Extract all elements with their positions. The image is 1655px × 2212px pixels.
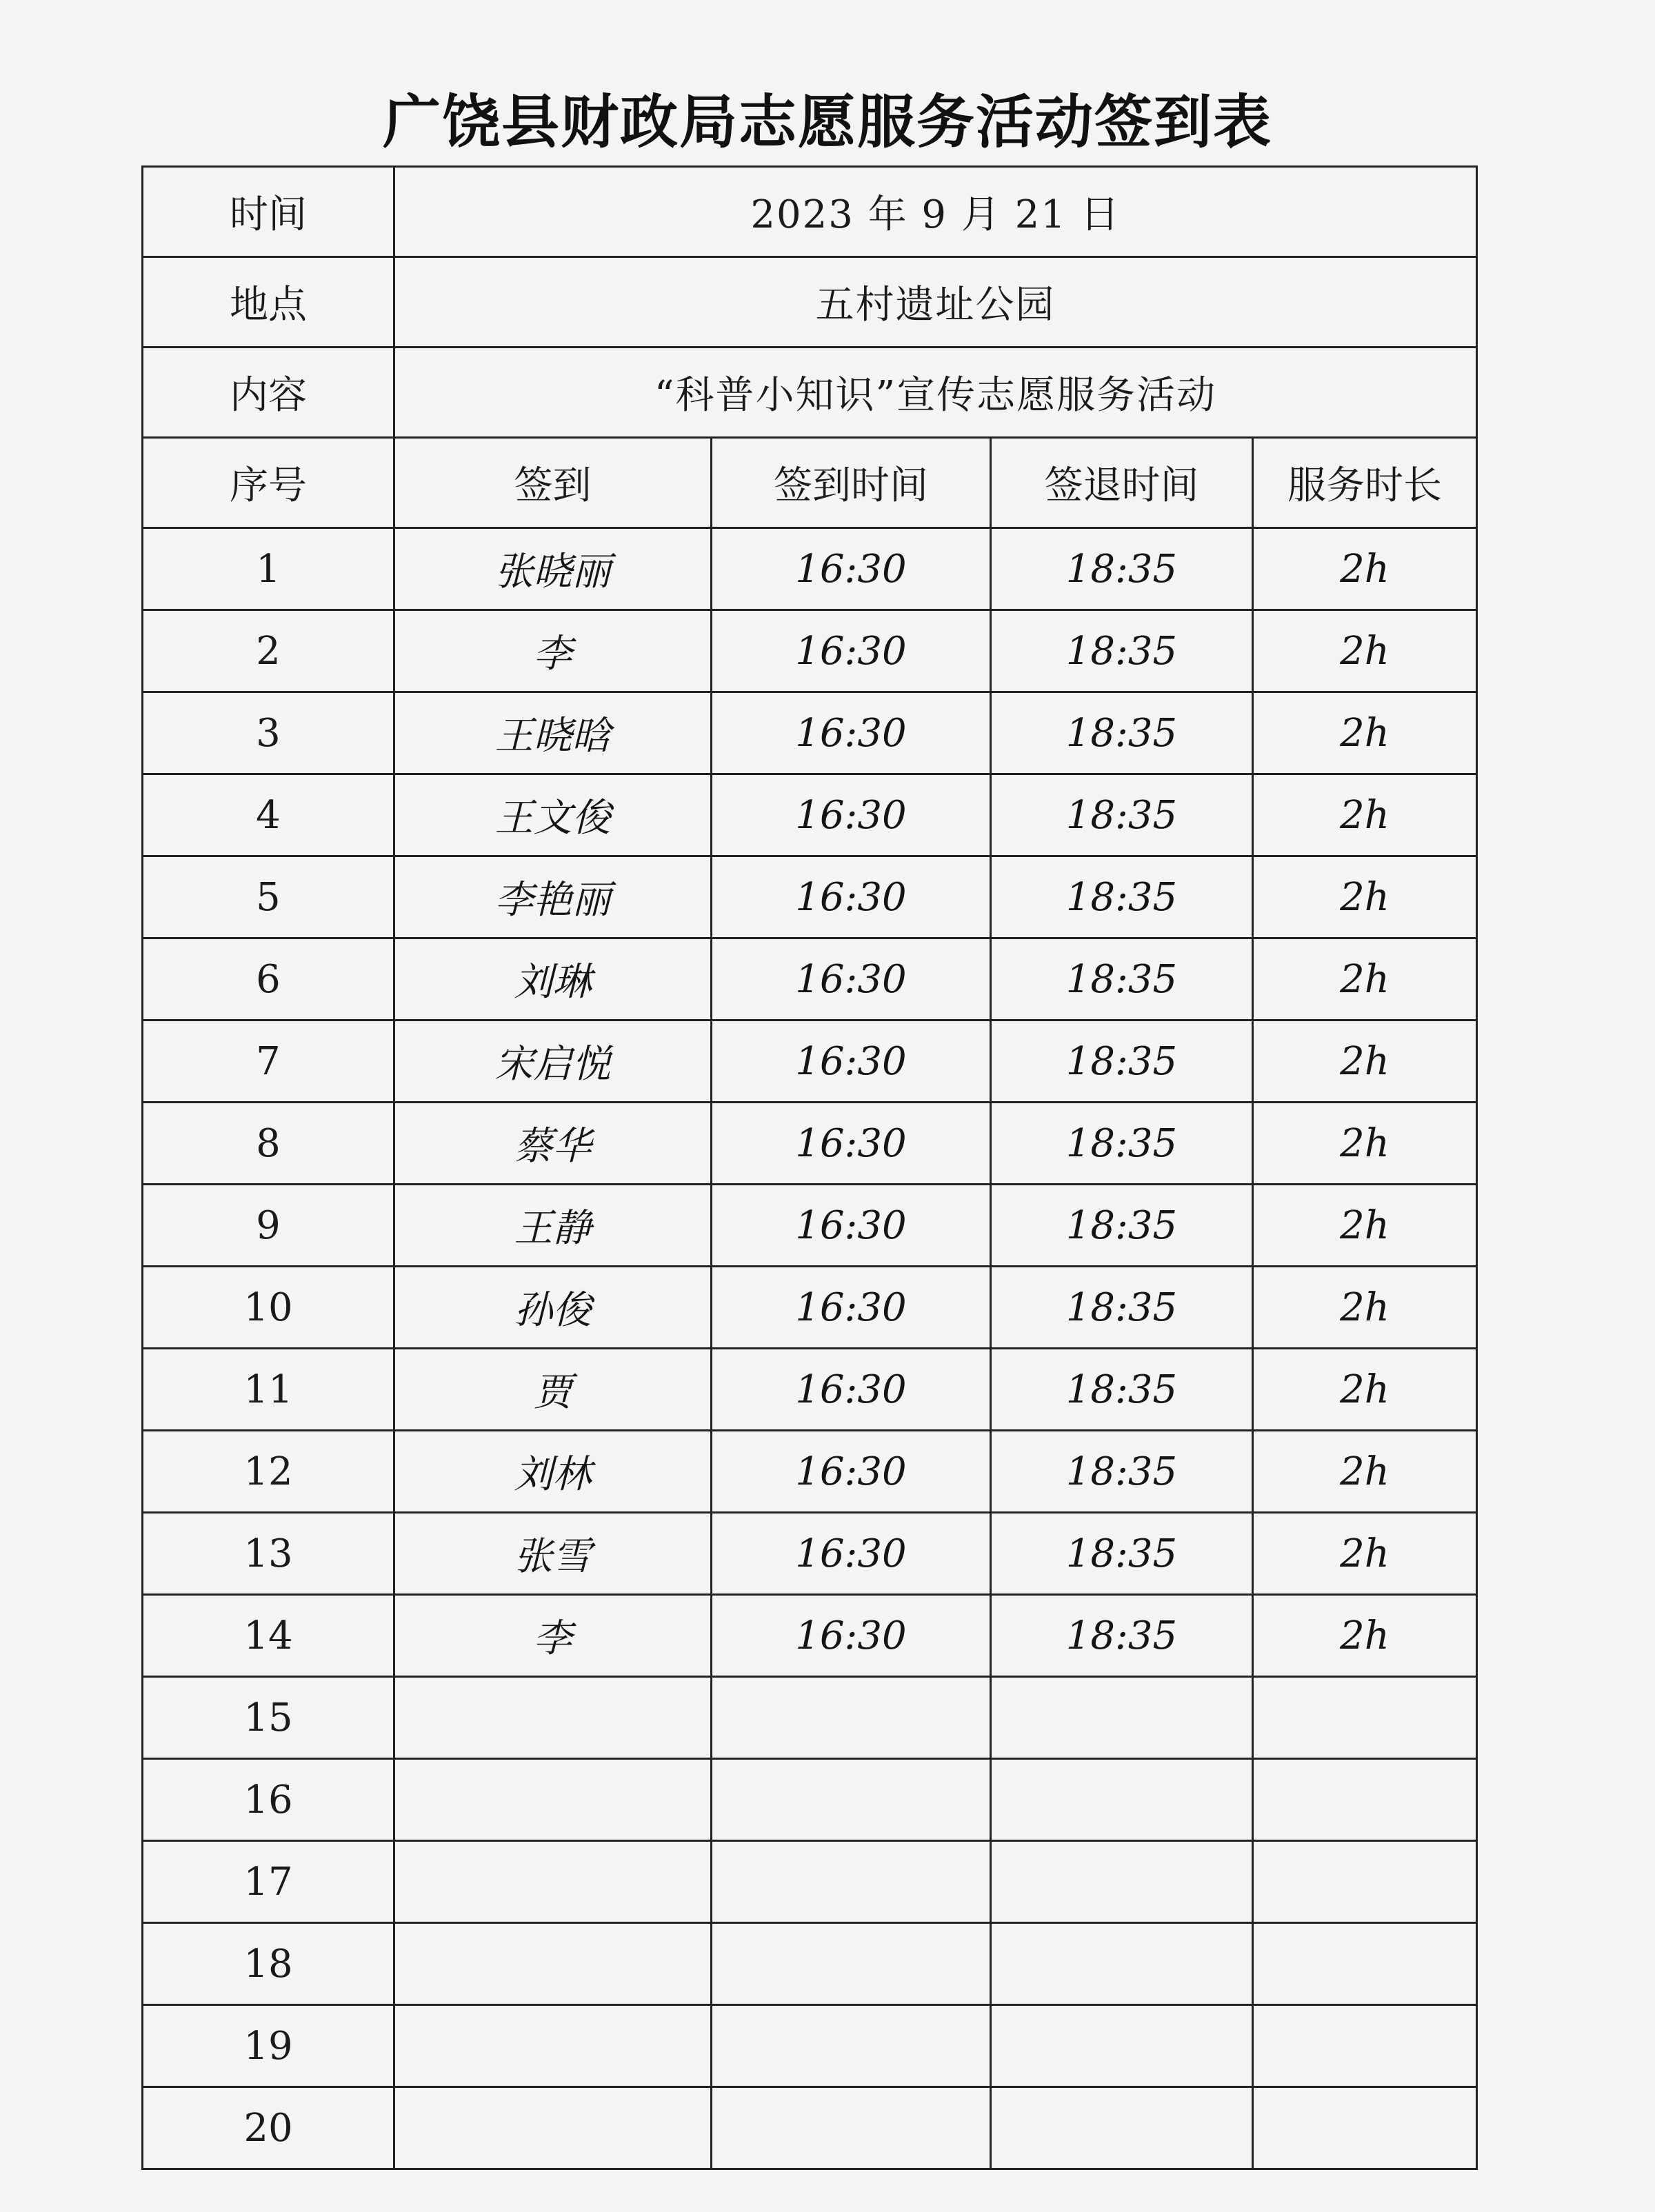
- checkout-time-cell: [991, 2087, 1253, 2169]
- checkin-time-cell: 16:30: [712, 1431, 991, 1513]
- checkin-time-cell: [712, 1923, 991, 2005]
- checkin-time-cell: [712, 1677, 991, 1759]
- duration-cell: 2h: [1253, 528, 1477, 610]
- duration-cell: 2h: [1253, 1349, 1477, 1431]
- checkout-time-cell: 18:35: [991, 856, 1253, 938]
- checkout-time-cell: 18:35: [991, 1020, 1253, 1103]
- info-row-time: [143, 167, 1477, 257]
- page-title: 广饶县财政局志愿服务活动签到表: [382, 88, 1272, 156]
- header-row: [143, 438, 1477, 528]
- table-row: [143, 1759, 1477, 1841]
- signature-cell: 刘林: [394, 1431, 712, 1513]
- checkout-time-cell: 18:35: [991, 938, 1253, 1020]
- checkout-time-cell: [991, 2005, 1253, 2087]
- checkin-time-cell: 16:30: [712, 692, 991, 774]
- checkout-time-cell: 18:35: [991, 1513, 1253, 1595]
- header-checkin: 签到时间: [712, 438, 991, 528]
- row-number: 13: [143, 1513, 394, 1595]
- signature-cell: [394, 1759, 712, 1841]
- signature-cell: [394, 1923, 712, 2005]
- checkin-time-cell: [712, 2005, 991, 2087]
- signature-cell: 宋启悦: [394, 1020, 712, 1103]
- row-number: 12: [143, 1431, 394, 1513]
- duration-cell: [1253, 2087, 1477, 2169]
- duration-cell: 2h: [1253, 774, 1477, 856]
- checkout-time-cell: 18:35: [991, 1431, 1253, 1513]
- checkin-time-cell: [712, 1841, 991, 1923]
- checkin-time-cell: 16:30: [712, 610, 991, 692]
- checkin-time-cell: 16:30: [712, 856, 991, 938]
- checkout-time-cell: 18:35: [991, 1349, 1253, 1431]
- signature-cell: 贾: [394, 1349, 712, 1431]
- duration-cell: 2h: [1253, 1595, 1477, 1677]
- table-row: [143, 2087, 1477, 2169]
- table-row: [143, 1431, 1477, 1513]
- info-row-place: [143, 257, 1477, 348]
- checkin-time-cell: 16:30: [712, 1185, 991, 1267]
- signature-cell: 张雪: [394, 1513, 712, 1595]
- checkout-time-cell: 18:35: [991, 528, 1253, 610]
- checkin-time-cell: 16:30: [712, 1595, 991, 1677]
- signature-cell: 蔡华: [394, 1103, 712, 1185]
- signature-cell: 李艳丽: [394, 856, 712, 938]
- header-no: 序号: [143, 438, 394, 528]
- header-checkout: 签退时间: [991, 438, 1253, 528]
- duration-cell: 2h: [1253, 1513, 1477, 1595]
- row-number: 3: [143, 692, 394, 774]
- signature-cell: [394, 1677, 712, 1759]
- table-row: [143, 692, 1477, 774]
- checkin-time-cell: 16:30: [712, 528, 991, 610]
- duration-cell: [1253, 1841, 1477, 1923]
- duration-cell: 2h: [1253, 938, 1477, 1020]
- signature-cell: 李: [394, 610, 712, 692]
- table-row: [143, 1841, 1477, 1923]
- duration-cell: 2h: [1253, 1103, 1477, 1185]
- row-number: 18: [143, 1923, 394, 2005]
- checkin-time-cell: 16:30: [712, 774, 991, 856]
- signature-cell: 孙俊: [394, 1267, 712, 1349]
- signature-cell: 王静: [394, 1185, 712, 1267]
- row-number: 2: [143, 610, 394, 692]
- checkin-time-cell: 16:30: [712, 1267, 991, 1349]
- checkout-time-cell: 18:35: [991, 774, 1253, 856]
- duration-cell: [1253, 2005, 1477, 2087]
- checkin-time-cell: 16:30: [712, 1020, 991, 1103]
- duration-cell: [1253, 1923, 1477, 2005]
- signature-cell: 李: [394, 1595, 712, 1677]
- table-row: [143, 938, 1477, 1020]
- table-row: [143, 1677, 1477, 1759]
- signature-cell: 张晓丽: [394, 528, 712, 610]
- table-row: [143, 1185, 1477, 1267]
- table-row: [143, 610, 1477, 692]
- table-row: [143, 528, 1477, 610]
- table-row: [143, 856, 1477, 938]
- row-number: 9: [143, 1185, 394, 1267]
- checkout-time-cell: 18:35: [991, 610, 1253, 692]
- table-row: [143, 774, 1477, 856]
- row-number: 6: [143, 938, 394, 1020]
- duration-cell: 2h: [1253, 1185, 1477, 1267]
- info-row-content: [143, 348, 1477, 438]
- row-number: 15: [143, 1677, 394, 1759]
- table-row: [143, 1349, 1477, 1431]
- duration-cell: [1253, 1677, 1477, 1759]
- checkin-time-cell: 16:30: [712, 938, 991, 1020]
- table-row: [143, 1103, 1477, 1185]
- checkout-time-cell: [991, 1841, 1253, 1923]
- duration-cell: 2h: [1253, 1267, 1477, 1349]
- checkin-time-cell: [712, 2087, 991, 2169]
- row-number: 17: [143, 1841, 394, 1923]
- row-number: 5: [143, 856, 394, 938]
- table-row: [143, 1595, 1477, 1677]
- checkout-time-cell: 18:35: [991, 1595, 1253, 1677]
- checkout-time-cell: [991, 1677, 1253, 1759]
- signature-cell: [394, 2087, 712, 2169]
- checkout-time-cell: [991, 1759, 1253, 1841]
- row-number: 8: [143, 1103, 394, 1185]
- time-value: 2023 年 9 月 21 日: [394, 167, 1477, 257]
- checkout-time-cell: 18:35: [991, 1185, 1253, 1267]
- signature-cell: 王晓晗: [394, 692, 712, 774]
- duration-cell: 2h: [1253, 610, 1477, 692]
- row-number: 16: [143, 1759, 394, 1841]
- header-duration: 服务时长: [1253, 438, 1477, 528]
- table-row: [143, 1923, 1477, 2005]
- checkout-time-cell: 18:35: [991, 1267, 1253, 1349]
- duration-cell: 2h: [1253, 856, 1477, 938]
- duration-cell: [1253, 1759, 1477, 1841]
- table-row: [143, 1513, 1477, 1595]
- row-number: 1: [143, 528, 394, 610]
- checkin-time-cell: 16:30: [712, 1513, 991, 1595]
- duration-cell: 2h: [1253, 1020, 1477, 1103]
- signature-cell: [394, 2005, 712, 2087]
- table-row: [143, 2005, 1477, 2087]
- content-label: 内容: [143, 348, 394, 438]
- row-number: 10: [143, 1267, 394, 1349]
- place-value: 五村遗址公园: [394, 257, 1477, 348]
- checkout-time-cell: [991, 1923, 1253, 2005]
- checkin-time-cell: 16:30: [712, 1103, 991, 1185]
- table-row: [143, 1020, 1477, 1103]
- content-value: “科普小知识”宣传志愿服务活动: [394, 348, 1477, 438]
- checkout-time-cell: 18:35: [991, 1103, 1253, 1185]
- table-row: [143, 1267, 1477, 1349]
- row-number: 20: [143, 2087, 394, 2169]
- checkin-time-cell: 16:30: [712, 1349, 991, 1431]
- duration-cell: 2h: [1253, 1431, 1477, 1513]
- row-number: 14: [143, 1595, 394, 1677]
- row-number: 4: [143, 774, 394, 856]
- signin-table: [141, 165, 1478, 2170]
- row-number: 19: [143, 2005, 394, 2087]
- duration-cell: 2h: [1253, 692, 1477, 774]
- header-signature: 签到: [394, 438, 712, 528]
- checkout-time-cell: 18:35: [991, 692, 1253, 774]
- signature-cell: [394, 1841, 712, 1923]
- signature-cell: 刘琳: [394, 938, 712, 1020]
- signature-cell: 王文俊: [394, 774, 712, 856]
- time-label: 时间: [143, 167, 394, 257]
- checkin-time-cell: [712, 1759, 991, 1841]
- row-number: 11: [143, 1349, 394, 1431]
- row-number: 7: [143, 1020, 394, 1103]
- place-label: 地点: [143, 257, 394, 348]
